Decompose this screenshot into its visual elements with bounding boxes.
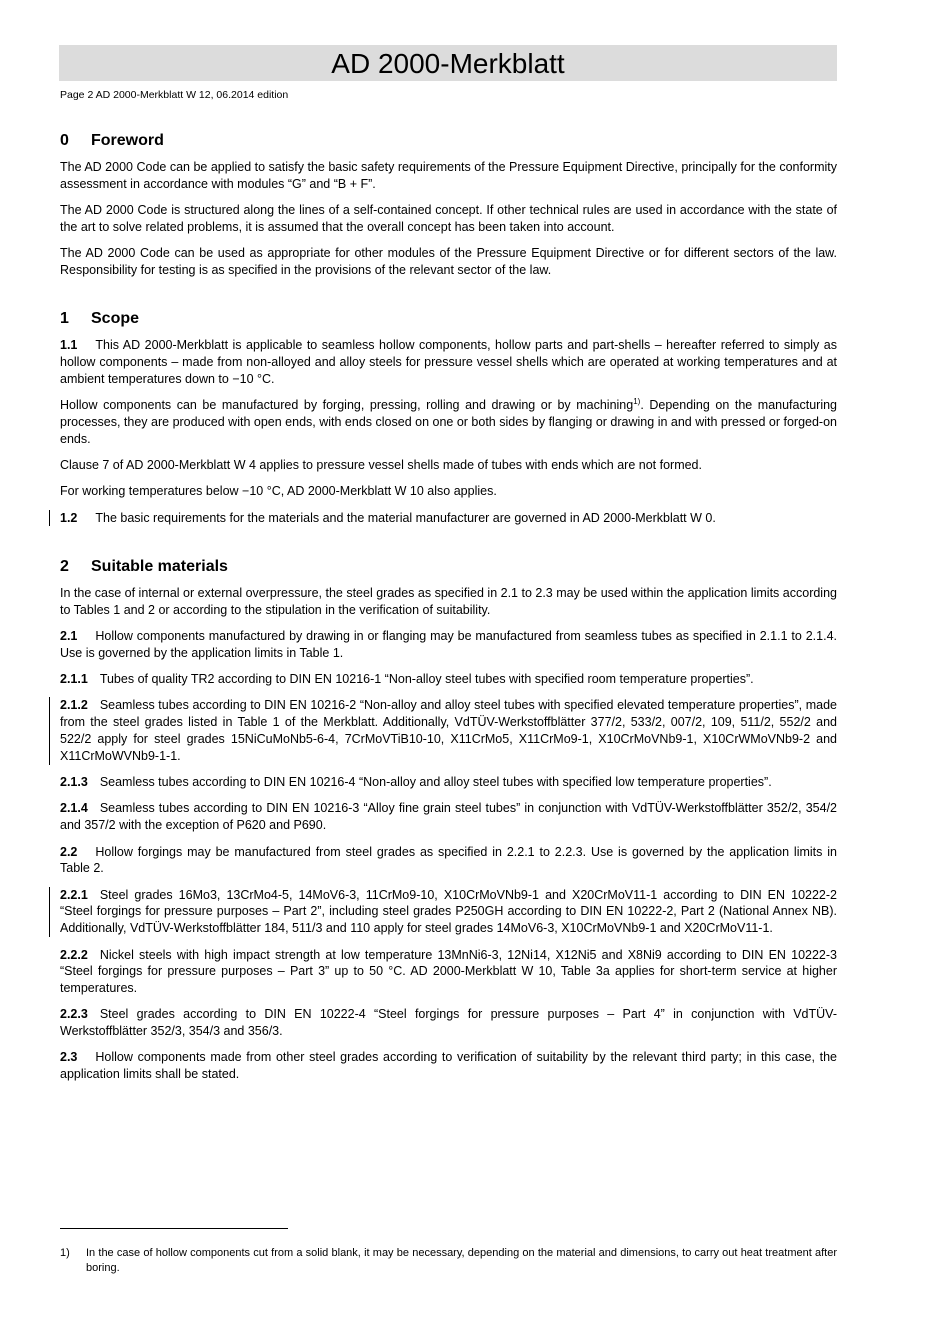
document-body [60, 130, 837, 1093]
clause-2-1-3: 2.1.3 Seamless tubes according to DIN EN 10216-4 “Non-alloy and alloy steel tubes with specified low temperature properties”. [60, 775, 772, 790]
paragraph: The AD 2000 Code can be used as appropriate for other modules of the Pressure Equipment Directive or for different sectors of the law. Responsibility for testing is as specified in the provisions of the relevant sector of the law. [60, 246, 837, 277]
footnote-text: In the case of hollow components cut from a solid blank, it may be necessary, depending on the material and dimensions, to carry out heat treatment after boring. [86, 1247, 837, 1274]
document-banner [59, 45, 837, 81]
paragraph: Hollow components can be manufactured by forging, pressing, rolling and drawing or by machining$^{1)}$. Depending on the manufacturing processes, they are produced with open ends, with ends closed on one or both sides by flanging or drawing in and with pressed or forged-on ends. [60, 397, 837, 446]
clause-2-2: 2.2 Hollow forgings may be manufactured from steel grades as specified in 2.2.1 to 2.2.3. Use is governed by the application limits in Table 2. [60, 844, 837, 876]
section-heading: 0 Foreword [60, 132, 164, 149]
clause-2-2-3: 2.2.3 Steel grades according to DIN EN 10222-4 “Steel forgings for pressure purposes – Part 4” in conjunction with VdTÜV-Werkstoffblätter 352/3, 354/3 and 356/3. [60, 1007, 837, 1039]
paragraph: The AD 2000 Code can be applied to satisfy the basic safety requirements of the Pressure Equipment Directive, principally for the conformity assessment in accordance with modules “G” and “B + F”. [60, 160, 837, 191]
clause-2-2-2: 2.2.2 Nickel steels with high impact strength at low temperature 13MnNi6-3, 12Ni14, X12Ni5 and X8Ni9 according to DIN EN 10222-3 “Steel forgings for pressure purposes – Part 3” up to 50 °C. AD 2000-Merkblatt W 10, Table 3a applies for short-term service at higher temperatures. [60, 947, 837, 996]
clause-1-1: 1.1 This AD 2000-Merkblatt is applicable to seamless hollow components, hollow parts and part-shells – hereafter referred to simply as hollow components – made from non-alloyed and alloy steels for pressure vessel shells which are operated at working temperatures and at ambient temperatures down to −10 °C. [60, 338, 837, 386]
paragraph: In the case of internal or external overpressure, the steel grades as specified in 2.1 to 2.3 may be used within the application limits according to Tables 1 and 2 or according to the stipulation in the verification of suitability. [60, 585, 837, 617]
paragraph: For working temperatures below −10 °C, AD 2000-Merkblatt W 10 also applies. [60, 484, 497, 499]
clause-2-1-4: 2.1.4 Seamless tubes according to DIN EN 10216-3 “Alloy fine grain steel tubes” in conjunction with VdTÜV-Werkstoffblätter 352/2, 354/2 and 357/2 with the exception of P620 and P690. [60, 801, 837, 833]
section-foreword [60, 130, 837, 279]
banner-title: AD 2000-Merkblatt [331, 48, 565, 79]
clause-2-1: 2.1 Hollow components manufactured by drawing in or flanging may be manufactured from seamless tubes as specified in 2.1.1 to 2.1.4. Use is governed by the application limits in Table 1. [60, 629, 837, 660]
paragraph: The AD 2000 Code is structured along the lines of a self-contained concept. If other technical rules are used in accordance with the state of the art to solve related problems, it is assumed that the overall concept has been taken into account. [60, 203, 837, 234]
footnote-ref: 1) [633, 397, 641, 407]
footnote-number: 1) [60, 1247, 70, 1259]
section-scope [60, 308, 837, 526]
clause-1-2: 1.2 The basic requirements for the materials and the material manufacturer are governed in AD 2000-Merkblatt W 0. [60, 510, 837, 527]
section-heading: 1 Scope [60, 310, 140, 328]
clause-2-1-2: 2.1.2 Seamless tubes according to DIN EN 10216-2 “Non-alloy and alloy steel tubes with specified elevated temperature properties”, made from the steel grades listed in Table 1 of the Merkblatt. Additionally, VdTÜV-Werkstoffblätter 377/2, 533/2, 007/2, 109, 511/2, 552/2 and 522/2 apply for steel grades 15NiCuMoNb5-6-4, 7CrMoVTiB10-10, X11CrMo5, X11CrMo9-1, X10CrMoVNb9-1, X10CrWMoVNb9-2 and X11CrMoWVNb9-1-1. [60, 698, 837, 763]
clause-2-1-1: 2.1.1 Tubes of quality TR2 according to DIN EN 10216-1 “Non-alloy steel tubes with specified room temperature properties”. [60, 672, 754, 687]
paragraph: Clause 7 of AD 2000-Merkblatt W 4 applies to pressure vessel shells made of tubes with ends which are not formed. [60, 458, 702, 473]
section-suitable-materials [60, 556, 837, 1083]
section-heading: 2 Suitable materials [60, 557, 228, 575]
footnote [60, 1246, 837, 1276]
clause-2-3: 2.3 Hollow components made from other steel grades according to verification of suitability by the relevant third party; in this case, the application limits shall be stated. [60, 1050, 837, 1082]
clause-2-2-1: 2.2.1 Steel grades 16Mo3, 13CrMo4-5, 14MoV6-3, 11CrMo9-10, X10CrMoVNb9-1 and X20CrMoV11-1 according to DIN EN 10222-2 “Steel forgings for pressure purposes – Part 2”, including steel grades P250GH according to DIN EN 10222-2, Part 2 (National Annex NB). Additionally, VdTÜV-Werkstoffblätter 184, 511/3 and 110 apply for steel grades 14MoV6-3, X10CrMoVNb9-1 and X20CrMoV11-1. [60, 887, 837, 936]
page-reference: Page 2 AD 2000-Merkblatt W 12, 06.2014 edition [60, 89, 289, 101]
footnote-divider [60, 1228, 288, 1229]
